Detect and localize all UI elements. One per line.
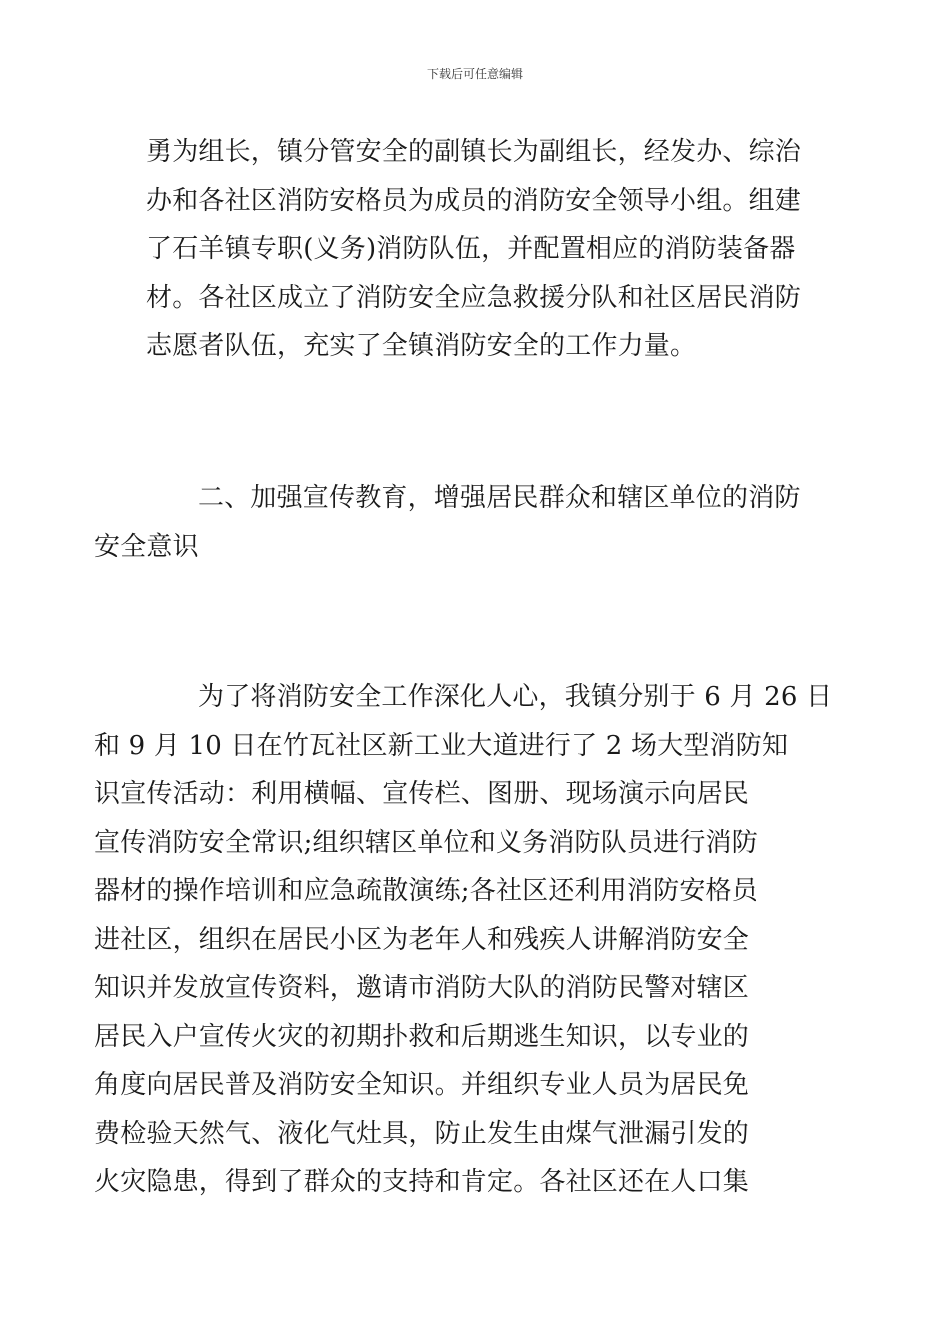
paragraph-line: 和 9 月 10 日在竹瓦社区新工业大道进行了 2 场大型消防知 <box>94 730 789 761</box>
paragraph-line: 了石羊镇专职(义务)消防队伍，并配置相应的消防装备器 <box>146 234 796 264</box>
paragraph-line: 角度向居民普及消防安全知识。并组织专业人员为居民免 <box>94 1070 750 1100</box>
paragraph-line: 进社区，组织在居民小区为老年人和残疾人讲解消防安全 <box>94 924 750 955</box>
paragraph-leadership-group <box>146 128 806 371</box>
paragraph-line: 知识并发放宣传资料，邀请市消防大队的消防民警对辖区 <box>94 973 750 1003</box>
paragraph-line: 勇为组长，镇分管安全的副镇长为副组长，经发办、综治 <box>146 137 802 167</box>
heading-line: 安全意识 <box>94 531 199 562</box>
paragraph-line: 办和各社区消防安格员为成员的消防安全领导小组。组建 <box>146 185 802 216</box>
page-header-note: 下载后可任意编辑 <box>426 67 523 81</box>
paragraph-line: 火灾隐患，得到了群众的支持和肯定。各社区还在人口集 <box>94 1167 750 1197</box>
paragraph-line: 居民入户宣传火灾的初期扑救和后期逃生知识，以专业的 <box>94 1021 750 1052</box>
paragraph-line: 材。各社区成立了消防安全应急救援分队和社区居民消防 <box>146 282 802 313</box>
paragraph-line: 费检验天然气、液化气灶具，防止发生由煤气泄漏引发的 <box>94 1118 750 1149</box>
paragraph-publicity-activities <box>94 673 833 1207</box>
paragraph-line: 宣传消防安全常识;组织辖区单位和义务消防队员进行消防 <box>94 827 758 858</box>
heading-line: 二、加强宣传教育，增强居民群众和辖区单位的消防 <box>198 483 801 513</box>
paragraph-line: 识宣传活动：利用横幅、宣传栏、图册、现场演示向居民 <box>94 779 750 809</box>
paragraph-line: 志愿者队伍，充实了全镇消防安全的工作力量。 <box>146 331 697 361</box>
paragraph-line: 器材的操作培训和应急疏散演练;各社区还利用消防安格员 <box>94 876 758 906</box>
paragraph-line: 为了将消防安全工作深化人心，我镇分别于 6 月 26 日 <box>198 682 833 712</box>
section-heading-publicity <box>94 474 806 571</box>
